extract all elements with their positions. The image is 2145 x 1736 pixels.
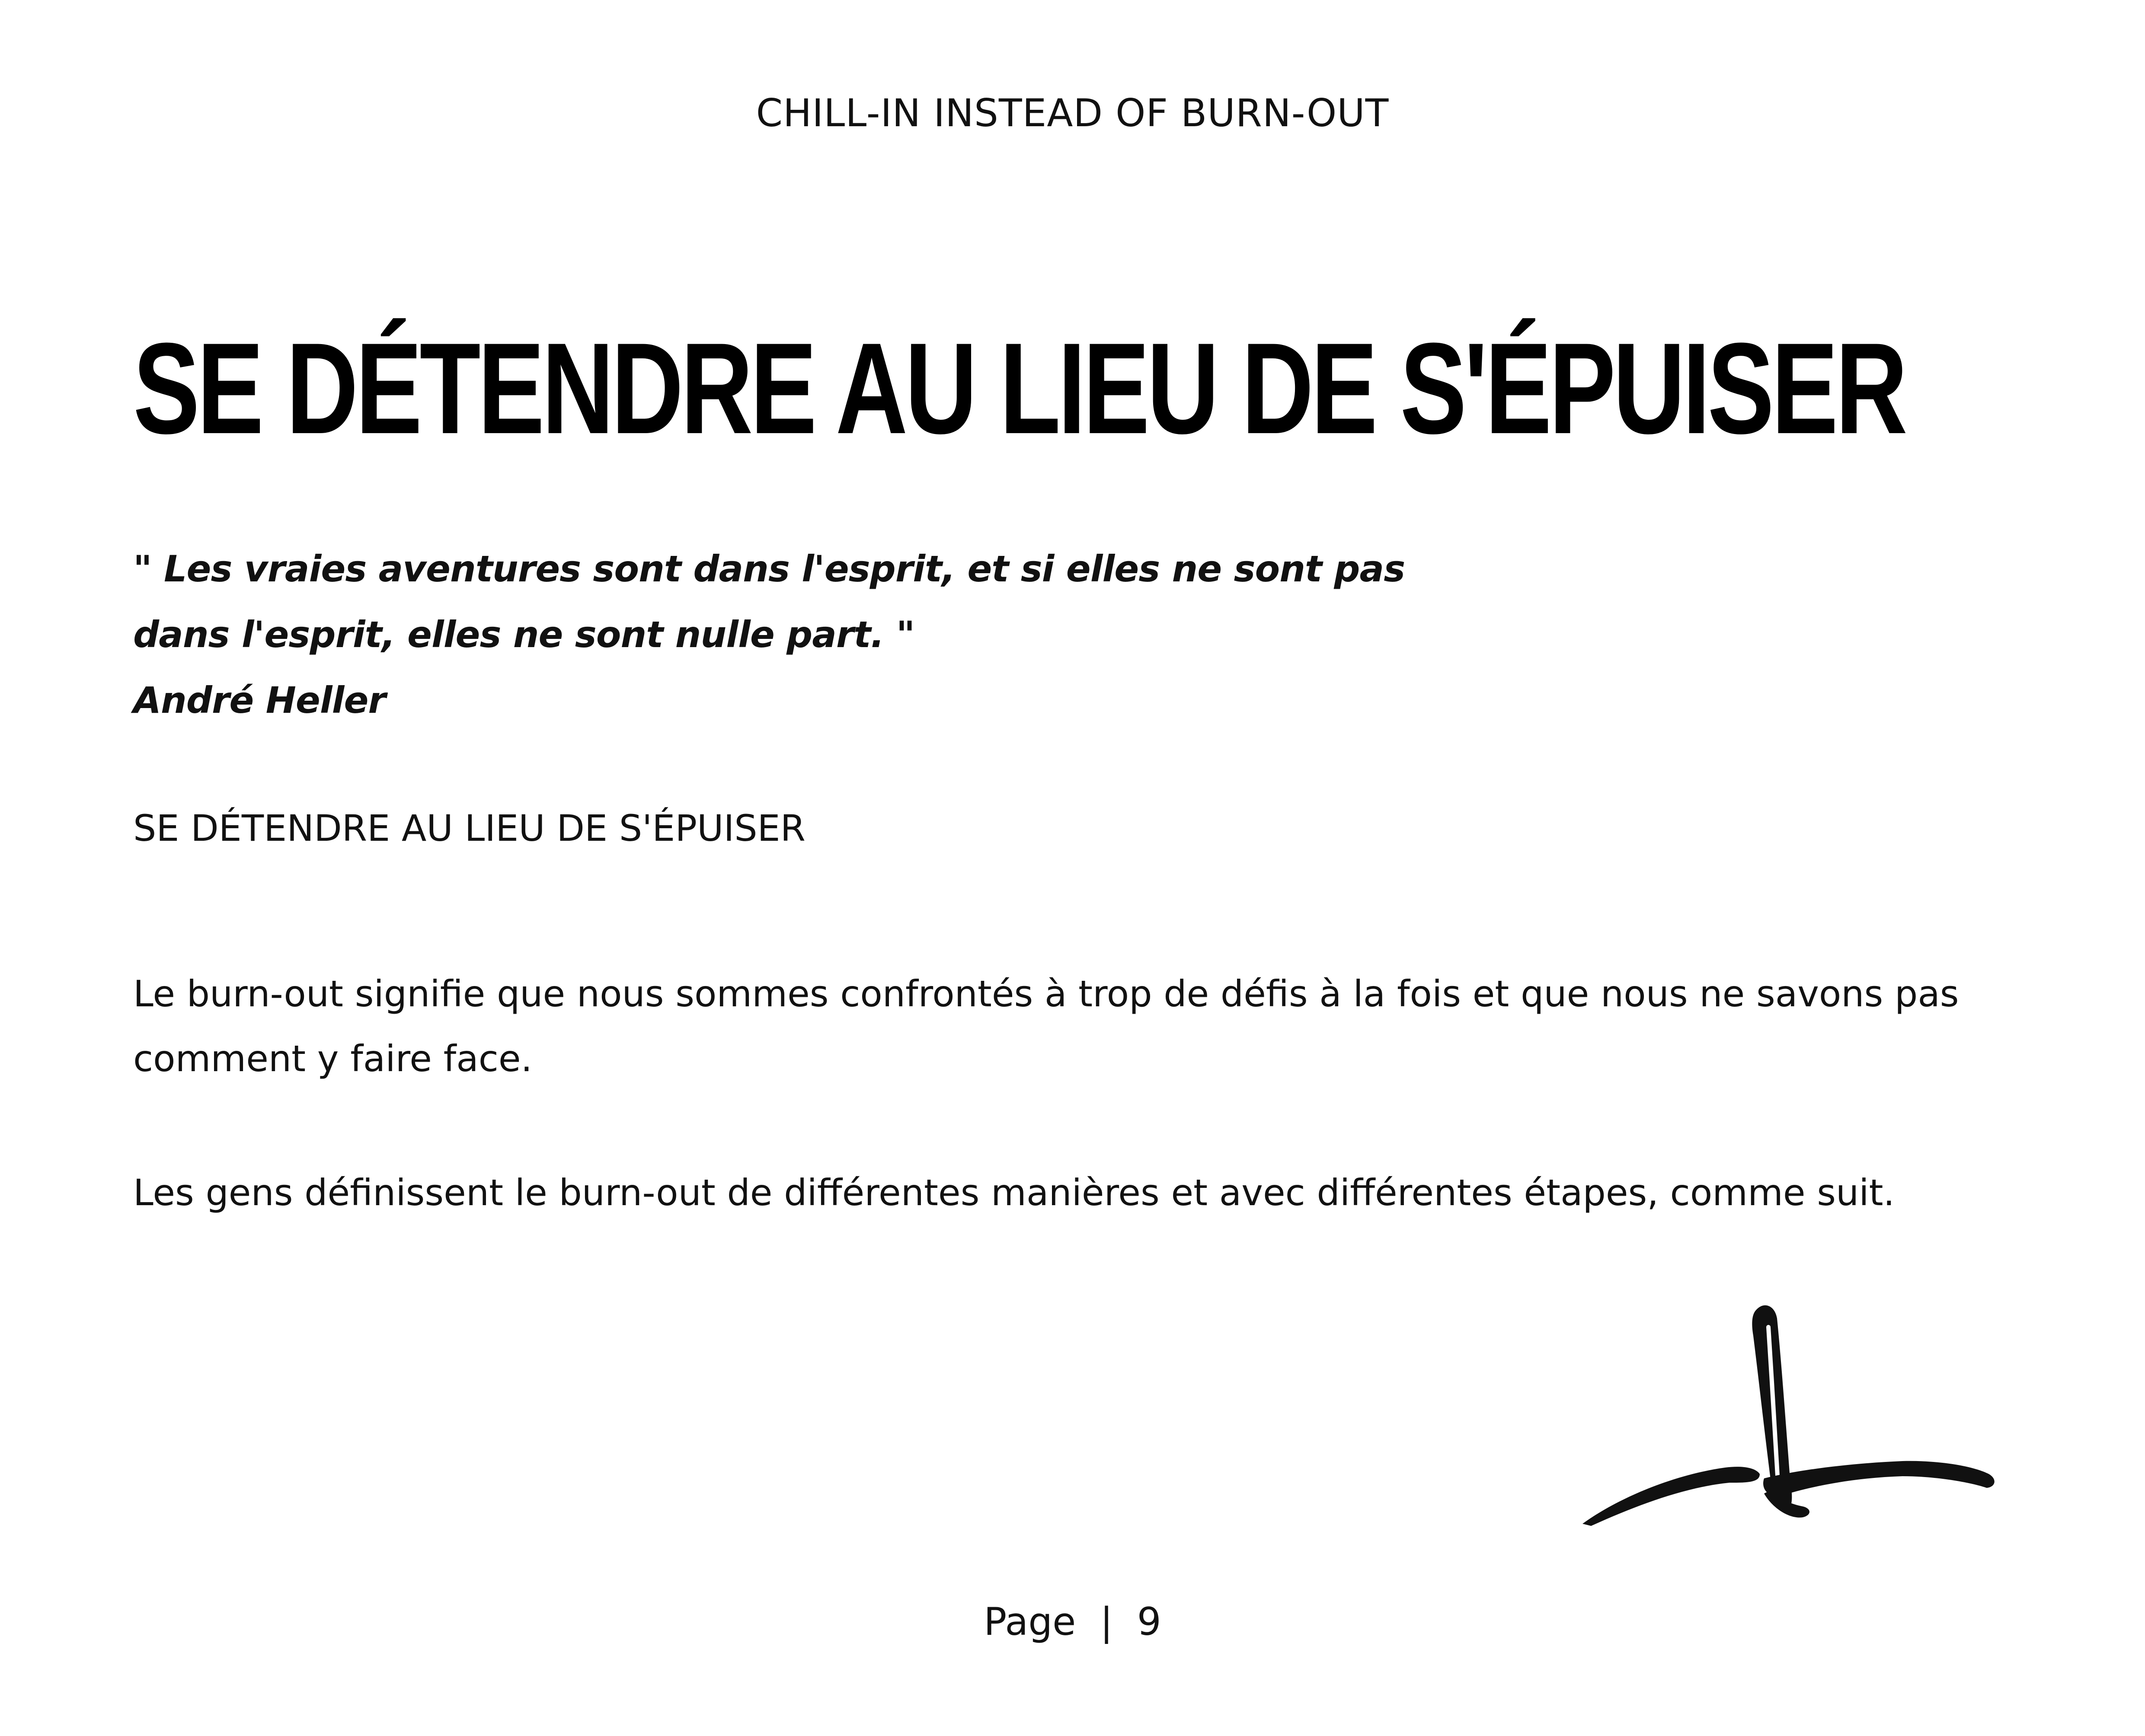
section-label: SE DÉTENDRE AU LIEU DE S'ÉPUISER (133, 807, 806, 849)
page-separator: | (1100, 1599, 1113, 1644)
page-title: SE DÉTENDRE AU LIEU DE S'ÉPUISER (133, 316, 1905, 461)
running-header: CHILL-IN INSTEAD OF BURN-OUT (756, 91, 1389, 135)
quote-block (133, 536, 1517, 733)
page-number: 9 (1137, 1599, 1161, 1644)
quote-author: André Heller (133, 679, 386, 721)
quote-line-2: dans l'esprit, elles ne sont nulle part. " (133, 613, 915, 656)
page-footer (0, 1599, 2145, 1644)
handwritten-signature-icon (1557, 1292, 2015, 1535)
quote-line-1: " Les vraies aventures sont dans l'esprit, et si elles ne sont pas (133, 548, 1405, 590)
page-label: Page (984, 1599, 1076, 1644)
paragraph-1: Le burn-out signifie que nous sommes confrontés à trop de défis à la fois et que nous ne savons pas comment y faire face. (133, 973, 1959, 1080)
paragraph-2: Les gens définissent le burn-out de différentes manières et avec différentes étapes, comme suit. (133, 1171, 1895, 1214)
